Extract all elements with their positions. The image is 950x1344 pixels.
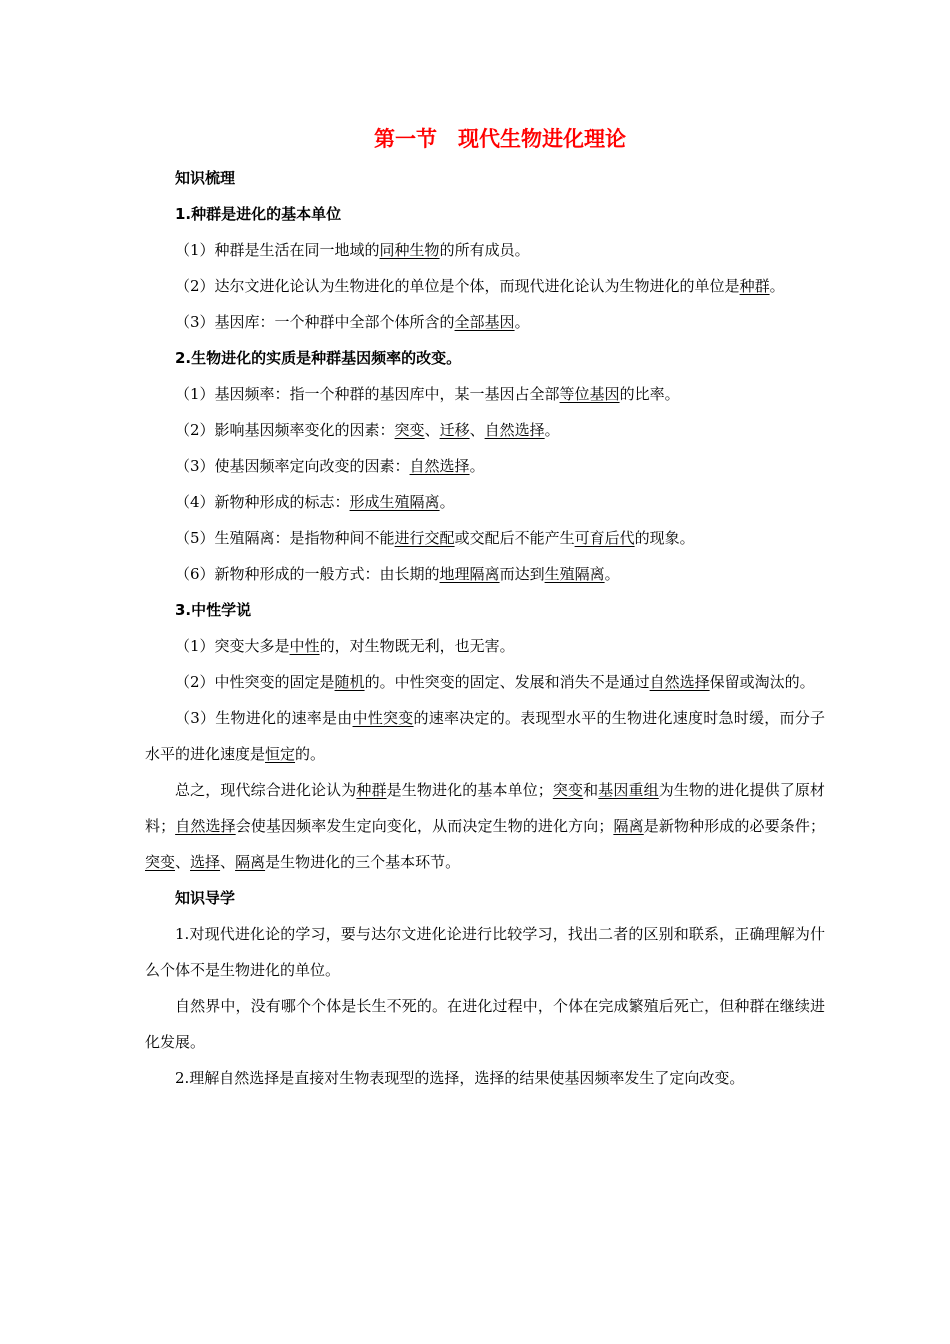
- page-title: 第一节 现代生物进化理论: [374, 127, 626, 151]
- answer-blank: 种群: [356, 781, 387, 799]
- answer-blank: 选择: [190, 853, 221, 871]
- paragraph-2-5: （5）生殖隔离：是指物种间不能进行交配或交配后不能产生可育后代的现象。: [175, 529, 695, 547]
- answer-blank: 中性: [289, 637, 320, 655]
- answer-blank: 同种生物: [379, 241, 440, 259]
- answer-blank: 恒定: [265, 745, 296, 763]
- document-page: [145, 118, 825, 1096]
- guide-paragraph-2: 自然界中，没有哪个个体是长生不死的。在进化过程中，个体在完成繁殖后死亡，但种群在继续进化发展。: [145, 997, 825, 1051]
- answer-blank: 自然选择: [484, 421, 545, 439]
- answer-blank: 突变: [552, 781, 584, 799]
- paragraph-1-2: （2）达尔文进化论认为生物进化的单位是个体，而现代进化论认为生物进化的单位是种群。: [175, 277, 785, 295]
- answer-blank: 形成生殖隔离: [349, 493, 440, 511]
- answer-blank: 隔离: [613, 817, 644, 835]
- paragraph-3-1: （1）突变大多是中性的，对生物既无利，也无害。: [175, 637, 515, 655]
- answer-blank: 突变: [145, 853, 176, 871]
- paragraph-1-3: （3）基因库：一个种群中全部个体所含的全部基因。: [175, 313, 530, 331]
- paragraph-3-2: （2）中性突变的固定是随机的。中性突变的固定、发展和消失不是通过自然选择保留或淘汰的。: [175, 673, 815, 691]
- answer-blank: 生殖隔离: [544, 565, 605, 583]
- summary-paragraph: 总之，现代综合进化论认为种群是生物进化的基本单位；突变和基因重组为生物的进化提供了原材料；自然选择会使基因频率发生定向变化，从而决定生物的进化方向；隔离是新物种形成的必要条件；突变、选择、隔离是生物进化的三个基本环节。: [145, 781, 825, 871]
- answer-blank: 进行交配: [394, 529, 455, 547]
- paragraph-2-1: （1）基因频率：指一个种群的基因库中，某一基因占全部等位基因的比率。: [175, 385, 680, 403]
- answer-blank: 随机: [334, 673, 365, 691]
- section-heading-knowledge-review: 知识梳理: [175, 169, 236, 187]
- subsection-heading-3: 3.中性学说: [175, 601, 252, 619]
- answer-blank: 自然选择: [649, 673, 710, 691]
- answer-blank: 自然选择: [175, 817, 236, 835]
- answer-blank: 自然选择: [409, 457, 470, 475]
- answer-blank: 地理隔离: [439, 565, 500, 583]
- section-heading-study-guide: 知识导学: [175, 889, 236, 907]
- paragraph-1-1: （1）种群是生活在同一地域的同种生物的所有成员。: [175, 241, 530, 259]
- paragraph-2-4: （4）新物种形成的标志：形成生殖隔离。: [175, 493, 455, 511]
- answer-blank: 隔离: [235, 853, 266, 871]
- answer-blank: 基因重组: [598, 781, 659, 799]
- guide-paragraph-3: 2.理解自然选择是直接对生物表现型的选择，选择的结果使基因频率发生了定向改变。: [175, 1069, 745, 1087]
- subsection-heading-1: 1.种群是进化的基本单位: [175, 205, 342, 223]
- answer-blank: 全部基因: [454, 313, 515, 331]
- paragraph-2-6: （6）新物种形成的一般方式：由长期的地理隔离而达到生殖隔离。: [175, 565, 620, 583]
- answer-blank: 迁移: [439, 421, 470, 439]
- paragraph-3-3: （3）生物进化的速率是由中性突变的速率决定的。表现型水平的生物进化速度时急时缓，而分子水平的进化速度是恒定的。: [145, 709, 825, 763]
- answer-blank: 种群: [739, 277, 770, 295]
- answer-blank: 等位基因: [559, 385, 620, 403]
- answer-blank: 可育后代: [574, 529, 635, 547]
- paragraph-2-2: （2）影响基因频率变化的因素：突变、迁移、自然选择。: [175, 421, 560, 439]
- subsection-heading-2: 2.生物进化的实质是种群基因频率的改变。: [175, 349, 462, 367]
- answer-blank: 中性突变: [352, 709, 414, 727]
- paragraph-2-3: （3）使基因频率定向改变的因素：自然选择。: [175, 457, 485, 475]
- guide-paragraph-1: 1.对现代进化论的学习，要与达尔文进化论进行比较学习，找出二者的区别和联系，正确理解为什么个体不是生物进化的单位。: [145, 925, 825, 979]
- answer-blank: 突变: [394, 421, 425, 439]
